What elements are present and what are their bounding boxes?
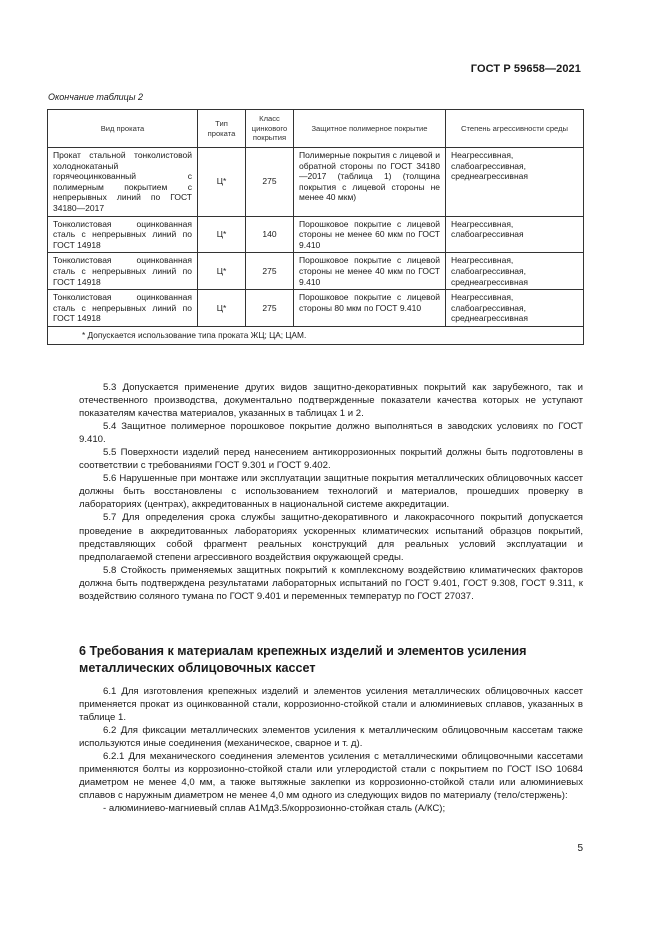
section-6-heading: 6 Требования к материалам крепежных изделий и элементов усиления металлических облицовочных кассет: [79, 644, 527, 675]
cell-polymer-coating: Полимерные покрытия с лицевой и обратной стороны по ГОСТ 34180—2017 (таблица 1) (толщина покрытия с лицевой стороны не менее 40 мкм): [294, 148, 446, 217]
header-rolled-type: Вид проката: [48, 110, 198, 148]
header-rolled-kind: Тип проката: [198, 110, 246, 148]
cell-rolled-kind: Ц*: [198, 216, 246, 253]
paragraph-5-4: 5.4 Защитное полимерное порошковое покрытие должно выполняться в заводских условиях по ГОСТ 9.410.: [79, 421, 583, 446]
paragraph-6-2: 6.2 Для фиксации металлических элементов усиления к металлическим облицовочным кассетам также используются иные соединения (механическое, сварное и т. д).: [79, 725, 583, 750]
table-row: [48, 290, 584, 327]
paragraph-6-2-1: 6.2.1 Для механического соединения элементов усиления с металлическими облицовочными кассетами применяются болты из коррозионно-стойкой стали или углеродистой стали с покрытием по ГОСТ ISO 10684 диаметром не менее 4,0 мм, а также вытяжные заклепки из коррозионно-стойкой стали или алюминиевых сплавов с наружным диаметром не менее 4,0 мм одного из следующих видов по материалу (тело/стержень):: [79, 751, 583, 802]
table-footnote-row: [48, 326, 584, 344]
table-row: [48, 216, 584, 253]
table-caption: Окончание таблицы 2: [48, 92, 143, 102]
section-5-continuation: [79, 381, 583, 603]
cell-rolled-type: Тонколистовая оцинкованная сталь с непрерывных линий по ГОСТ 14918: [48, 216, 198, 253]
cell-rolled-kind: Ц*: [198, 253, 246, 290]
cell-rolled-kind: Ц*: [198, 290, 246, 327]
table-header-row: [48, 110, 584, 148]
cell-aggressiveness: Неагрессивная, слабоагрессивная, среднеагрессивная: [446, 253, 584, 290]
header-polymer-coating: Защитное полимерное покрытие: [294, 110, 446, 148]
paragraph-5-3: 5.3 Допускается применение других видов защитно-декоративных покрытий как зарубежного, так и отечественного производства, документально подтвержденные показатели качества которых не уступают показателям качества материалов, указанных в таблицах 1 и 2.: [79, 382, 583, 420]
paragraph-6-1: 6.1 Для изготовления крепежных изделий и элементов усиления металлических облицовочных кассет применяется прокат из оцинкованной стали, коррозионно-стойкой стали и алюминиевых сплавов, указанных в таблице 1.: [79, 686, 583, 724]
cell-polymer-coating: Порошковое покрытие с лицевой стороны 80 мкм по ГОСТ 9.410: [294, 290, 446, 327]
cell-aggressiveness: Неагрессивная, слабоагрессивная, среднеагрессивная: [446, 290, 584, 327]
document-code: ГОСТ Р 59658—2021: [470, 63, 581, 75]
table-row: [48, 148, 584, 217]
table-footnote: * Допускается использование типа проката ЖЦ; ЦА; ЦАМ.: [48, 326, 584, 344]
cell-rolled-type: Тонколистовая оцинкованная сталь с непрерывных линий по ГОСТ 14918: [48, 253, 198, 290]
paragraph-5-5: 5.5 Поверхности изделий перед нанесением антикоррозионных покрытий должны быть подготовлены в соответствии с требованиями ГОСТ 9.301 и ГОСТ 9.402.: [79, 447, 583, 472]
list-item: - алюминиево-магниевый сплав А1Мд3.5/коррозионно-стойкая сталь (А/КС);: [103, 803, 446, 815]
cell-rolled-type: Прокат стальной тонколистовой холоднокатаный горячеоцинкованный с полимерным покрытием с непрерывных линий по ГОСТ 34180—2017: [48, 148, 198, 217]
cell-zinc-class: 140: [246, 216, 294, 253]
page-number: 5: [577, 843, 583, 854]
cell-zinc-class: 275: [246, 290, 294, 327]
paragraph-5-7: 5.7 Для определения срока службы защитно-декоративного и лакокрасочного покрытий допускается проведение в аккредитованных лабораториях ускоренных климатических испытаний образцов покрытий, представляющих собой фрагмент реальных конструкций для реальных условий эксплуатации и предполагаемой степени агрессивного воздействия окружающей среды.: [79, 512, 583, 563]
cell-aggressiveness: Неагрессивная, слабоагрессивная: [446, 216, 584, 253]
section-6-body: [79, 685, 583, 815]
cell-polymer-coating: Порошковое покрытие с лицевой стороны не менее 60 мкм по ГОСТ 9.410: [294, 216, 446, 253]
paragraph-5-8: 5.8 Стойкость применяемых защитных покрытий к комплексному воздействию климатических факторов должна быть подтверждена результатами лабораторных испытаний по ГОСТ 9.401, ГОСТ 9.308, ГОСТ 9.311, к воздействию соляного тумана по ГОСТ 9.401 и переменных температур по ГОСТ 27037.: [79, 564, 583, 602]
cell-polymer-coating: Порошковое покрытие с лицевой стороны не менее 40 мкм по ГОСТ 9.410: [294, 253, 446, 290]
table-row: [48, 253, 584, 290]
cell-rolled-kind: Ц*: [198, 148, 246, 217]
materials-table: [47, 109, 584, 345]
header-zinc-class: Класс цинкового покрытия: [246, 110, 294, 148]
cell-zinc-class: 275: [246, 253, 294, 290]
cell-zinc-class: 275: [246, 148, 294, 217]
cell-rolled-type: Тонколистовая оцинкованная сталь с непрерывных линий по ГОСТ 14918: [48, 290, 198, 327]
header-aggressiveness: Степень агрессивности среды: [446, 110, 584, 148]
paragraph-5-6: 5.6 Нарушенные при монтаже или эксплуатации защитные покрытия металлических облицовочных кассет должны быть восстановлены с использованием технологий и материалов, прошедших проверку в лабораториях (центрах), аккредитованных в национальной системе аккредитации.: [79, 473, 583, 511]
cell-aggressiveness: Неагрессивная, слабоагрессивная, среднеагрессивная: [446, 148, 584, 217]
